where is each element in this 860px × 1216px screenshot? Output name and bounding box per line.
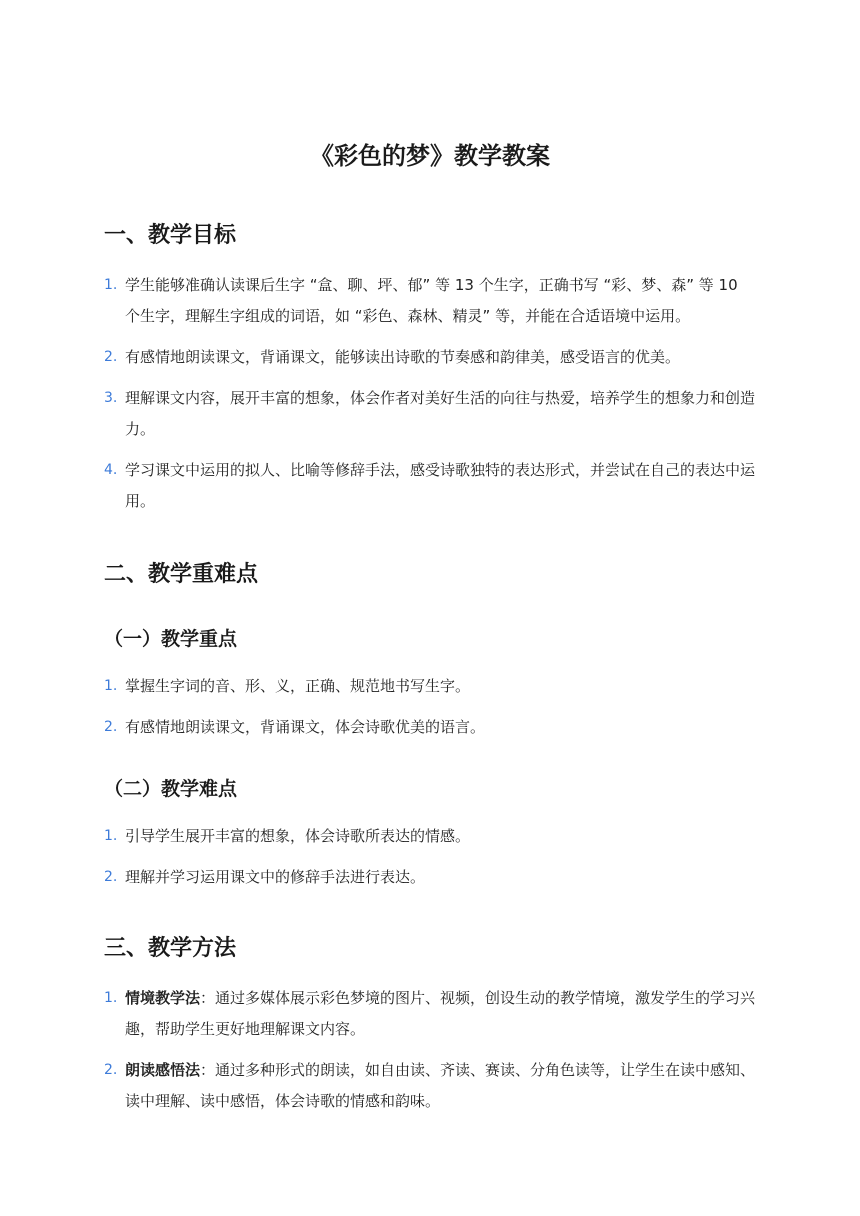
section-heading-methods: 三、教学方法 — [104, 936, 237, 961]
list-number: 2. — [104, 719, 118, 735]
section-heading-objectives: 一、教学目标 — [104, 223, 237, 248]
list-item — [104, 455, 756, 517]
list-number: 2. — [104, 349, 118, 365]
list-number: 1. — [104, 828, 118, 844]
difficult-points-list — [104, 821, 756, 893]
list-item-text: ：通过多种形式的朗读，如自由读、齐读、赛读、分角色读等，让学生在读中感知、读中理解、读中感悟，体会诗歌的情感和韵味。 — [125, 1061, 756, 1110]
list-item — [104, 821, 756, 852]
list-item-text: 有感情地朗读课文，背诵课文，体会诗歌优美的语言。 — [125, 718, 486, 736]
document-title: 《彩色的梦》教学教案 — [310, 142, 550, 170]
list-item — [104, 383, 756, 445]
list-item-text: 理解并学习运用课文中的修辞手法进行表达。 — [125, 868, 426, 886]
section-heading-key-points: 二、教学重难点 — [104, 562, 259, 587]
list-number: 2. — [104, 1062, 118, 1078]
list-item — [104, 712, 756, 743]
list-number: 1. — [104, 990, 118, 1006]
objectives-list — [104, 270, 756, 517]
list-item — [104, 1055, 756, 1117]
method-term: 情境教学法 — [125, 989, 201, 1007]
list-item-text: 学生能够准确认读课后生字 “盒、聊、坪、郁” 等 13 个生字，正确书写 “彩、梦、森” 等 10 个生字，理解生字组成的词语，如 “彩色、森林、精灵” 等，并能在合适语境中运用。 — [125, 276, 738, 325]
list-number: 1. — [104, 277, 118, 293]
key-points-list — [104, 671, 756, 743]
list-item — [104, 983, 756, 1045]
method-term: 朗读感悟法 — [125, 1061, 201, 1079]
list-number: 1. — [104, 678, 118, 694]
list-item-text: 掌握生字词的音、形、义，正确、规范地书写生字。 — [125, 677, 471, 695]
subsection-heading-key: （一）教学重点 — [104, 628, 238, 650]
list-item-text: 理解课文内容，展开丰富的想象，体会作者对美好生活的向往与热爱，培养学生的想象力和创造力。 — [125, 389, 756, 438]
list-item-text: ：通过多媒体展示彩色梦境的图片、视频，创设生动的教学情境，激发学生的学习兴趣，帮助学生更好地理解课文内容。 — [125, 989, 756, 1038]
list-number: 3. — [104, 390, 118, 406]
list-item-text: 有感情地朗读课文，背诵课文，能够读出诗歌的节奏感和韵律美，感受语言的优美。 — [125, 348, 681, 366]
list-item — [104, 862, 756, 893]
list-item — [104, 270, 756, 332]
subsection-heading-difficult: （二）教学难点 — [104, 778, 238, 800]
list-item-text: 引导学生展开丰富的想象，体会诗歌所表达的情感。 — [125, 827, 471, 845]
list-number: 4. — [104, 462, 118, 478]
list-item — [104, 342, 756, 373]
list-number: 2. — [104, 869, 118, 885]
list-item — [104, 671, 756, 702]
list-item-text: 学习课文中运用的拟人、比喻等修辞手法，感受诗歌独特的表达形式，并尝试在自己的表达中运用。 — [125, 461, 756, 510]
methods-list — [104, 983, 756, 1117]
